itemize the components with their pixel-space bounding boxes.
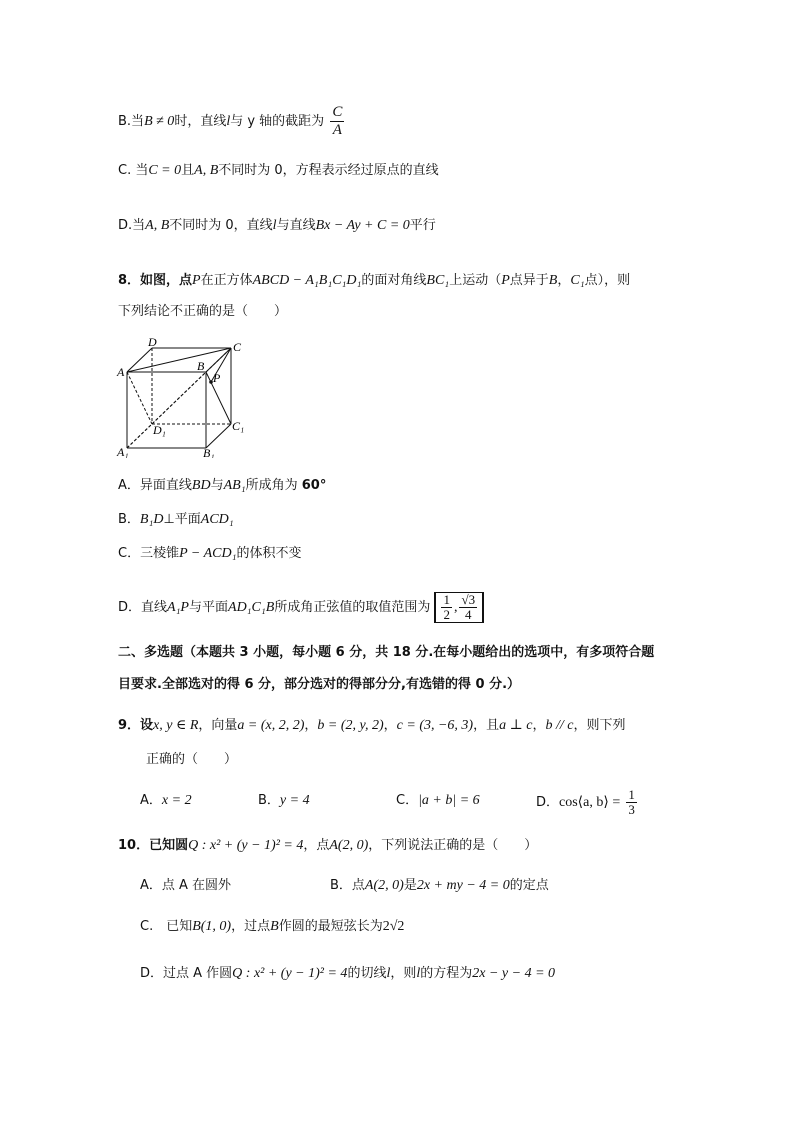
range-interval: $\frac{1}{2}$ , $\frac{√3}{4}$ (434, 592, 484, 623)
q8-option-a: A．异面直线BD与AB₁所成角为 60° (118, 478, 327, 493)
q7-option-b: B.当B ≠ 0时，直线l与 y 轴的截距为 $\frac{C}{A}$ (118, 104, 343, 138)
section2-heading-line1: 二、多选题（本题共 3 小题，每小题 6 分，共 18 分.在每小题给出的选项中，有多项符合题 (118, 645, 655, 660)
q9-option-b: B．y = 4 (258, 793, 310, 808)
q9-option-d: D．cos⟨a, b⟩ = $\frac{1}{3}$ (536, 787, 635, 817)
label-b1: B₁ (203, 446, 215, 458)
q9-option-c: C．|a + b| = 6 (396, 793, 480, 808)
intercept-fraction: $\frac{C}{A}$ (332, 104, 343, 138)
q10-option-b: B．点A(2, 0)是2x + my − 4 = 0的定点 (330, 878, 549, 893)
label-a1: A₁ (117, 445, 129, 458)
q10-option-d: D．过点 A 作圆Q : x² + (y − 1)² = 4的切线l，则l的方程为2x − y − 4 = 0 (140, 966, 556, 981)
label-d1: D₁ (153, 423, 166, 437)
section2-heading-line2: 目要求.全部选对的得 6 分，部分选对的得部分分,有选错的得 0 分.） (118, 677, 521, 692)
q8-stem-line1: 8．如图，点P在正方体ABCD − A₁B₁C₁D₁的面对角线BC₁上运动（P点异于B，C₁点），则 (118, 273, 631, 288)
label-p: P (213, 371, 221, 385)
q9-stem-line1: 9．设x, y ∈ R，向量a = (x, 2, 2)，b = (2, y, 2)，c = (3, −6, 3)，且a ⊥ c，b // c，则下列 (118, 718, 626, 733)
label-c: C (233, 340, 242, 354)
q10-stem: 10．已知圆Q : x² + (y − 1)² = 4，点A(2, 0)，下列说法正确的是（ ） (118, 838, 538, 853)
q7-option-c: C. 当C = 0且A, B不同时为 0，方程表示经过原点的直线 (118, 163, 439, 178)
label-b: B (197, 359, 205, 373)
q10-option-a: A．点 A 在圆外 (140, 878, 232, 893)
q9-option-a: A．x = 2 (140, 793, 192, 808)
q10-option-c: C. 已知B(1, 0)，过点B作圆的最短弦长为2√2 (140, 919, 405, 934)
q8-stem-line2: 下列结论不正确的是（ ） (118, 304, 288, 319)
cube-figure (115, 338, 255, 458)
label-d: D (148, 338, 157, 349)
q8-option-d: D．直线A₁P与平面AD₁C₁B所成角正弦值的取值范围为 $\frac{1}{2}$ , $\frac{√3}{4}$ (118, 592, 484, 623)
q8-option-c: C．三棱锥P − ACD₁的体积不变 (118, 546, 302, 561)
q8-option-b: B．B₁D⊥平面ACD₁ (118, 512, 234, 527)
label-c1: C₁ (232, 419, 245, 433)
q7-option-d: D.当A, B不同时为 0，直线l与直线Bx − Ay + C = 0平行 (118, 218, 436, 233)
q9-stem-line2: 正确的（ ） (146, 752, 238, 767)
label-a: A (117, 365, 125, 379)
